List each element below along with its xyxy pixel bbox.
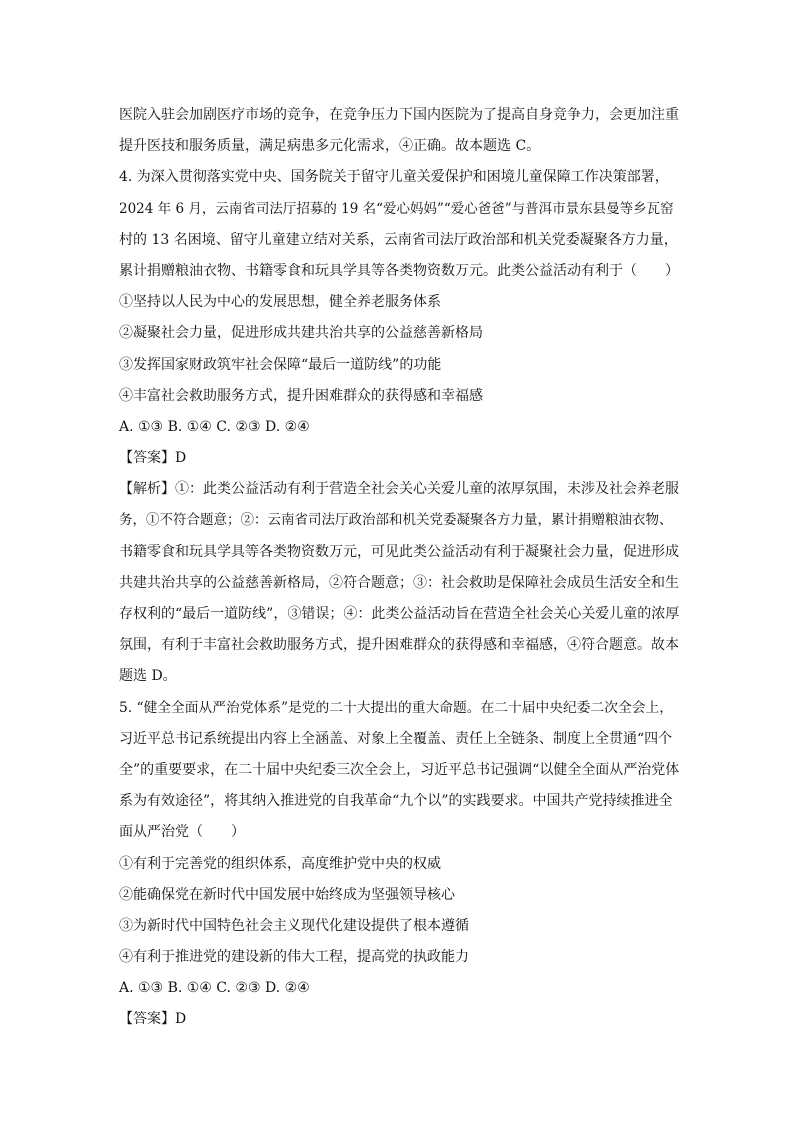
question-5-stem-line: 系为有效途径”，将其纳入推进党的自我革命“九个以”的实践要求。中国共产党持续推进全 <box>119 793 673 810</box>
question-4-analysis-line: 书籍零食和玩具学具等各类物资数万元，可见此类公益活动有利于凝聚社会力量，促进形成 <box>119 543 679 560</box>
question-5-option-4: ④有利于推进党的建设新的伟大工程，提高党的执政能力 <box>119 949 469 966</box>
question-4-option-2: ②凝聚社会力量，促进形成共建共治共享的公益慈善新格局 <box>119 325 483 342</box>
question-5-stem-line: 面从严治党（ ） <box>119 824 245 841</box>
question-4-analysis-line: 存权利的“最后一道防线”，③错误；④：此类公益活动旨在营造全社会关心关爱儿童的浓厚 <box>119 606 680 622</box>
question-5-option-2: ②能确保党在新时代中国发展中始终成为坚强领导核心 <box>119 886 455 903</box>
question-4-analysis-line: 氛围，有利于丰富社会救助服务方式，提升困难群众的获得感和幸福感，④符合题意。故本 <box>119 637 679 654</box>
question-4-option-1: ①坚持以人民为中心的发展思想，健全养老服务体系 <box>119 294 441 311</box>
question-4-analysis-line: 题选 D。 <box>119 668 177 685</box>
question-4-answer: 【答案】D <box>119 450 187 467</box>
question-5-option-3: ③为新时代中国特色社会主义现代化建设提供了根本遵循 <box>119 917 469 934</box>
question-5-answer: 【答案】D <box>119 1011 187 1028</box>
question-4-stem-line: 4. 为深入贯彻落实党中央、国务院关于留守儿童关爱保护和困境儿童保障工作决策部署， <box>119 169 669 186</box>
question-4-analysis-line: 务，①不符合题意；②：云南省司法厅政治部和机关党委凝聚各方力量，累计捐赠粮油衣物、 <box>119 512 673 529</box>
question-4-analysis-line: 共建共治共享的公益慈善新格局，②符合题意；③：社会救助是保障社会成员生活安全和生 <box>119 574 679 591</box>
question-4-option-4: ④丰富社会救助服务方式，提升困难群众的获得感和幸福感 <box>119 387 483 404</box>
text-line: 医院入驻会加剧医疗市场的竞争，在竞争压力下国内医院为了提高自身竞争力，会更加注重 <box>119 107 679 123</box>
question-5-stem-line: 习近平总书记系统提出内容上全涵盖、对象上全覆盖、责任上全链条、制度上全贯通“四个 <box>119 730 673 747</box>
question-5-stem-line: 全”的重要要求，在二十届中央纪委三次全会上，习近平总书记强调“以健全全面从严治党体 <box>119 761 680 778</box>
question-5-stem-line: 5. “健全全面从严治党体系”是党的二十大提出的重大命题。在二十届中央纪委二次全会上， <box>119 699 674 716</box>
question-5-choices: A. ①③ B. ①④ C. ②③ D. ②④ <box>119 980 310 997</box>
document-body <box>119 100 681 1036</box>
question-4-stem-line: 村的 13 名困境、留守儿童建立结对关系，云南省司法厅政治部和机关党委凝聚各方力量， <box>119 231 678 248</box>
question-4-stem-line: 累计捐赠粮油衣物、书籍零食和玩具学具等各类物资数万元。此类公益活动有利于（ ） <box>119 262 679 279</box>
question-4-option-3: ③发挥国家财政筑牢社会保障“最后一道防线”的功能 <box>119 356 442 373</box>
question-4-stem-line: 2024 年 6 月，云南省司法厅招募的 19 名“爱心妈妈”“爱心爸爸”与普洱市景东县曼等乡瓦窑 <box>119 200 674 217</box>
question-4-choices: A. ①③ B. ①④ C. ②③ D. ②④ <box>119 418 310 435</box>
question-4-analysis-line: 【解析】①：此类公益活动有利于营造全社会关心关爱儿童的浓厚氛围，未涉及社会养老服 <box>119 481 679 498</box>
text-line: 提升医技和服务质量，满足病患多元化需求，④正确。故本题选 C。 <box>119 138 541 155</box>
question-5-option-1: ①有利于完善党的组织体系，高度维护党中央的权威 <box>119 855 441 872</box>
